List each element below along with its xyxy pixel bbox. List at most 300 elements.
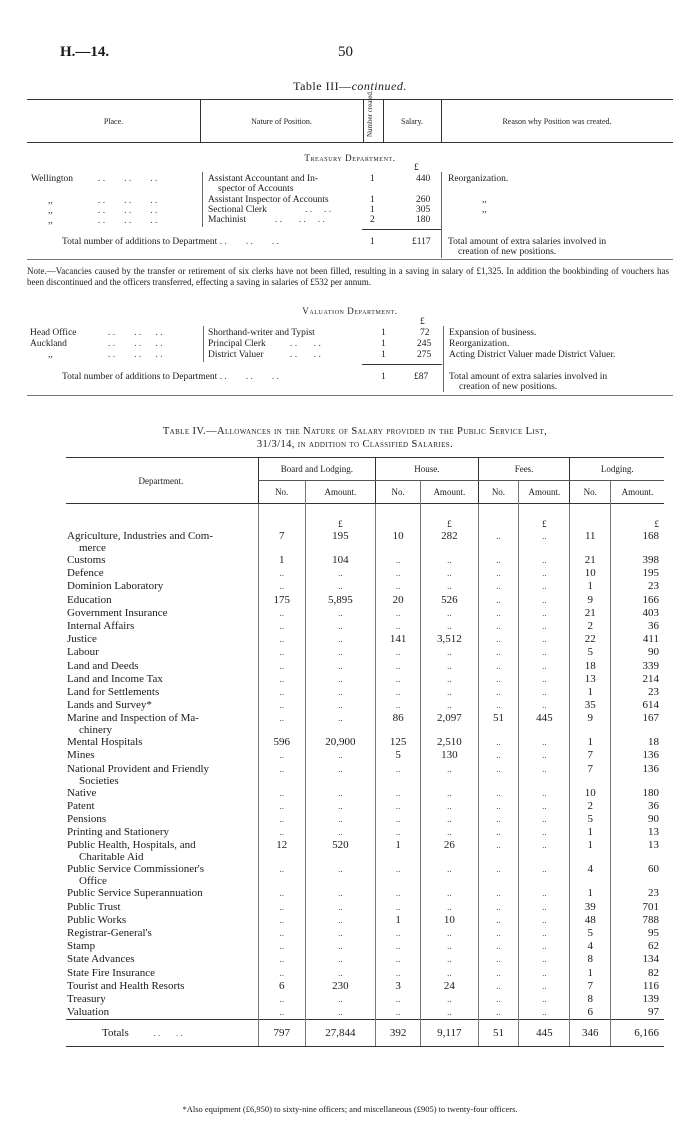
total-lodging-amount: 6,166	[611, 1020, 664, 1047]
department-name-cont: Charitable Aid	[79, 851, 144, 864]
department-name	[66, 800, 258, 813]
cell-bn: ..	[258, 633, 305, 646]
table3-header-salary: Salary.	[401, 117, 423, 126]
row-place: ,,	[48, 206, 53, 216]
cell-fn: ..	[478, 633, 519, 646]
cell-ln: 2	[570, 800, 611, 813]
cell-ln: 7	[570, 749, 611, 762]
cell-ha: 2,510	[421, 736, 479, 749]
department-name-line: Valuation	[67, 1006, 110, 1019]
bracket-rule	[203, 326, 204, 362]
cell-bn: ..	[258, 863, 305, 887]
table-row	[66, 826, 664, 839]
cell-fa: ..	[519, 940, 570, 953]
department-name-line: Mental Hospitals	[67, 736, 143, 749]
cell-ha: 130	[421, 749, 479, 762]
cell-hn: ..	[376, 567, 421, 580]
cell-bn: ..	[258, 712, 305, 736]
sum-rule	[362, 364, 442, 365]
cell-hn: ..	[376, 699, 421, 712]
department-name-line: Stamp	[67, 940, 96, 953]
cell-bn: ..	[258, 673, 305, 686]
pound-sign: £	[420, 317, 425, 327]
cell-ha: ..	[421, 800, 479, 813]
department-name-cont: Societies	[79, 774, 119, 787]
department-name	[66, 660, 258, 673]
table-row	[66, 839, 664, 863]
cell-ba: ..	[305, 927, 375, 940]
cell-bn: 596	[258, 736, 305, 749]
cell-fa: ..	[519, 646, 570, 659]
cell-la: 214	[611, 673, 664, 686]
total-fees-no: 51	[478, 1020, 519, 1047]
department-name-line: Land for Settlements	[67, 685, 160, 698]
table4-title-line2: 31/3/14, in addition to Classified Salaries.	[256, 439, 454, 450]
table-row	[66, 607, 664, 620]
cell-fa: ..	[519, 887, 570, 900]
row-number: 1	[381, 328, 386, 338]
pound-sign: £	[305, 504, 375, 531]
cell-la: 95	[611, 927, 664, 940]
cell-ha: ..	[421, 646, 479, 659]
cell-bn: ..	[258, 940, 305, 953]
row-reason: ,,	[482, 205, 487, 215]
table-row	[66, 660, 664, 673]
table-row	[66, 980, 664, 993]
cell-hn: 20	[376, 594, 421, 607]
cell-la: 139	[611, 993, 664, 1006]
cell-fn: ..	[478, 554, 519, 567]
cell-hn: ..	[376, 863, 421, 887]
department-name-line: Land and Deeds	[67, 659, 139, 672]
row-position: Assistant Inspector of Accounts	[208, 195, 329, 205]
department-name-line: Registrar-General's	[67, 926, 152, 939]
cell-fa: ..	[519, 530, 570, 554]
table-row	[66, 686, 664, 699]
cell-fa: ..	[519, 901, 570, 914]
cell-la: 134	[611, 953, 664, 966]
header-no: No.	[570, 481, 611, 504]
cell-fa: ..	[519, 554, 570, 567]
department-name	[66, 673, 258, 686]
header-house: House.	[376, 458, 479, 481]
cell-ba: ..	[305, 1006, 375, 1020]
row-position: Principal Clerk	[208, 339, 266, 349]
cell-ha: ..	[421, 673, 479, 686]
cell-fn: ..	[478, 699, 519, 712]
cell-ha: ..	[421, 554, 479, 567]
department-name	[66, 953, 258, 966]
cell-fn: ..	[478, 813, 519, 826]
table-row	[66, 554, 664, 567]
cell-ha: ..	[421, 953, 479, 966]
department-name-line: Agriculture, Industries and Com-	[67, 530, 214, 542]
cell-ln: 5	[570, 813, 611, 826]
cell-fn: ..	[478, 673, 519, 686]
cell-la: 168	[611, 530, 664, 554]
row-number: 2	[370, 215, 375, 225]
valuation-total-number: 1	[381, 372, 386, 382]
cell-fn: ..	[478, 1006, 519, 1020]
cell-fn: ..	[478, 953, 519, 966]
table3-header-number: Number created.	[366, 90, 374, 137]
cell-la: 136	[611, 763, 664, 787]
department-name	[66, 749, 258, 762]
cell-hn: ..	[376, 927, 421, 940]
row-reason: ,,	[482, 195, 487, 205]
row-position: Sectional Clerk	[208, 205, 267, 215]
department-name	[66, 530, 258, 554]
pound-sign: £	[611, 504, 664, 531]
totals-row	[66, 1020, 664, 1047]
cell-fa: ..	[519, 863, 570, 887]
cell-la: 90	[611, 813, 664, 826]
department-name-line: Defence	[67, 567, 104, 580]
department-name-cont: Office	[79, 875, 107, 888]
department-name-line: Public Service Superannuation	[67, 887, 203, 900]
cell-fa: ..	[519, 567, 570, 580]
cell-hn: ..	[376, 763, 421, 787]
cell-ba: ..	[305, 967, 375, 980]
cell-fa: ..	[519, 953, 570, 966]
cell-ba: 104	[305, 554, 375, 567]
cell-ha: ..	[421, 940, 479, 953]
cell-bn: ..	[258, 927, 305, 940]
department-name	[66, 686, 258, 699]
cell-ba: ..	[305, 863, 375, 887]
department-name-line: National Provident and Friendly	[67, 762, 210, 775]
cell-ha: ..	[421, 901, 479, 914]
cell-ln: 18	[570, 660, 611, 673]
cell-ha: 24	[421, 980, 479, 993]
leader-dots: . . . . . .	[108, 328, 163, 338]
pound-sign: £	[519, 504, 570, 531]
cell-ba: ..	[305, 887, 375, 900]
row-salary: 72	[420, 328, 430, 338]
cell-ha: 10	[421, 914, 479, 927]
page-number: 50	[338, 44, 353, 60]
cell-fa: 445	[519, 712, 570, 736]
cell-fa: ..	[519, 633, 570, 646]
department-name-line: Patent	[67, 799, 95, 812]
cell-bn: ..	[258, 800, 305, 813]
allowances-table	[66, 457, 664, 1047]
cell-bn: ..	[258, 826, 305, 839]
table-row	[66, 993, 664, 1006]
cell-hn: 141	[376, 633, 421, 646]
department-name	[66, 763, 258, 787]
cell-la: 60	[611, 863, 664, 887]
table-row	[66, 914, 664, 927]
cell-ha: 3,512	[421, 633, 479, 646]
cell-ln: 7	[570, 763, 611, 787]
cell-ln: 11	[570, 530, 611, 554]
cell-bn: ..	[258, 1006, 305, 1020]
department-name	[66, 620, 258, 633]
cell-fn: ..	[478, 567, 519, 580]
header-amount: Amount.	[305, 481, 375, 504]
cell-fa: ..	[519, 660, 570, 673]
cell-ha: 282	[421, 530, 479, 554]
cell-ha: ..	[421, 567, 479, 580]
department-name	[66, 887, 258, 900]
cell-la: 23	[611, 580, 664, 593]
cell-ln: 22	[570, 633, 611, 646]
cell-hn: 1	[376, 914, 421, 927]
table-row	[66, 580, 664, 593]
cell-ln: 1	[570, 686, 611, 699]
total-board-no: 797	[258, 1020, 305, 1047]
leader-dots: . . . . . .	[108, 339, 163, 349]
table-row	[66, 633, 664, 646]
department-name	[66, 914, 258, 927]
cell-ba: ..	[305, 953, 375, 966]
total-house-no: 392	[376, 1020, 421, 1047]
treasury-heading: Treasury Department.	[304, 153, 396, 163]
cell-ha: 26	[421, 839, 479, 863]
total-house-amount: 9,117	[421, 1020, 479, 1047]
cell-fn: ..	[478, 901, 519, 914]
department-name	[66, 594, 258, 607]
valuation-total-salary: £87	[414, 372, 429, 382]
cell-ba: ..	[305, 826, 375, 839]
department-name-line: Labour	[67, 646, 99, 659]
table4-title-line1: Table IV.—Allowances in the Nature of Salary provided in the Public Service List,	[162, 426, 548, 437]
header-amount: Amount.	[611, 481, 664, 504]
sum-rule	[362, 229, 442, 230]
cell-bn: ..	[258, 887, 305, 900]
department-name	[66, 940, 258, 953]
table3-title: Table III—continued.	[293, 79, 407, 93]
cell-ln: 4	[570, 863, 611, 887]
cell-fa: ..	[519, 607, 570, 620]
department-name	[66, 826, 258, 839]
cell-la: 788	[611, 914, 664, 927]
header-no: No.	[478, 481, 519, 504]
cell-la: 614	[611, 699, 664, 712]
cell-hn: ..	[376, 686, 421, 699]
department-name	[66, 927, 258, 940]
cell-hn: ..	[376, 901, 421, 914]
row-salary: 305	[416, 205, 431, 215]
cell-ba: ..	[305, 646, 375, 659]
table-row	[66, 953, 664, 966]
section-rule	[27, 259, 673, 260]
cell-bn: ..	[258, 699, 305, 712]
row-place: Auckland	[30, 339, 67, 349]
table-row	[66, 530, 664, 554]
cell-fa: ..	[519, 594, 570, 607]
header-no: No.	[376, 481, 421, 504]
cell-ba: 195	[305, 530, 375, 554]
department-name-line: Printing and Stationery	[67, 826, 170, 839]
table-row	[66, 800, 664, 813]
cell-hn: 1	[376, 839, 421, 863]
table-row	[66, 763, 664, 787]
cell-fn: ..	[478, 800, 519, 813]
cell-hn: 10	[376, 530, 421, 554]
cell-bn: 1	[258, 554, 305, 567]
department-name-line: Mines	[67, 749, 95, 762]
cell-fn: ..	[478, 736, 519, 749]
cell-ha: 526	[421, 594, 479, 607]
cell-ba: ..	[305, 800, 375, 813]
cell-ba: 5,895	[305, 594, 375, 607]
table-row	[66, 927, 664, 940]
table-row	[66, 887, 664, 900]
department-name	[66, 646, 258, 659]
cell-ha: ..	[421, 1006, 479, 1020]
cell-hn: 3	[376, 980, 421, 993]
row-reason: Reorganization.	[448, 174, 509, 184]
total-fees-amount: 445	[519, 1020, 570, 1047]
cell-hn: 125	[376, 736, 421, 749]
department-name	[66, 554, 258, 567]
cell-la: 18	[611, 736, 664, 749]
cell-fa: ..	[519, 967, 570, 980]
header-department: Department.	[138, 475, 184, 486]
cell-ha: ..	[421, 927, 479, 940]
cell-hn: ..	[376, 826, 421, 839]
header-lodging: Lodging.	[570, 458, 664, 481]
department-name	[66, 901, 258, 914]
cell-fn: 51	[478, 712, 519, 736]
total-lodging-no: 346	[570, 1020, 611, 1047]
department-name-line: State Advances	[67, 953, 135, 966]
table3-col-divider	[363, 99, 364, 142]
treasury-total-number: 1	[370, 237, 375, 247]
cell-ln: 5	[570, 927, 611, 940]
section-rule	[27, 395, 673, 396]
department-name-cont: chinery	[79, 724, 112, 737]
cell-hn: ..	[376, 673, 421, 686]
table3-header-reason: Reason why Position was created.	[502, 117, 612, 126]
cell-ba: ..	[305, 686, 375, 699]
cell-hn: ..	[376, 607, 421, 620]
cell-ba: ..	[305, 567, 375, 580]
department-name-line: Internal Affairs	[67, 619, 135, 632]
row-position: Shorthand-writer and Typist	[208, 328, 315, 338]
cell-ln: 21	[570, 554, 611, 567]
cell-hn: 5	[376, 749, 421, 762]
department-name	[66, 712, 258, 736]
cell-ln: 8	[570, 993, 611, 1006]
cell-fn: ..	[478, 580, 519, 593]
department-name-line: Education	[67, 593, 112, 606]
header-board-lodging: Board and Lodging.	[258, 458, 375, 481]
cell-la: 116	[611, 980, 664, 993]
cell-fn: ..	[478, 686, 519, 699]
cell-fa: ..	[519, 826, 570, 839]
cell-fn: ..	[478, 967, 519, 980]
cell-ba: ..	[305, 763, 375, 787]
cell-ha: ..	[421, 863, 479, 887]
cell-bn: ..	[258, 901, 305, 914]
cell-fn: ..	[478, 594, 519, 607]
department-name	[66, 863, 258, 887]
cell-la: 195	[611, 567, 664, 580]
cell-ln: 4	[570, 940, 611, 953]
row-number: 1	[370, 195, 375, 205]
row-position: District Valuer	[208, 350, 264, 360]
valuation-total-reason-cont: creation of new positions.	[459, 382, 558, 392]
cell-la: 167	[611, 712, 664, 736]
cell-ln: 39	[570, 901, 611, 914]
cell-fn: ..	[478, 927, 519, 940]
cell-bn: 7	[258, 530, 305, 554]
department-name-line: Customs	[67, 554, 106, 566]
cell-ha: ..	[421, 787, 479, 800]
cell-ln: 1	[570, 887, 611, 900]
cell-fn: ..	[478, 787, 519, 800]
cell-hn: ..	[376, 1006, 421, 1020]
pound-sign: £	[421, 504, 479, 531]
leader-dots: . . . .	[290, 339, 321, 349]
bracket-rule	[202, 172, 203, 227]
cell-la: 62	[611, 940, 664, 953]
row-salary: 180	[416, 215, 431, 225]
department-name	[66, 813, 258, 826]
cell-ba: ..	[305, 901, 375, 914]
table4-footnote: *Also equipment (£6,950) to sixty-nine officers; and miscellaneous (£905) to twenty-four officers.	[182, 1104, 518, 1114]
department-name-line: Public Trust	[67, 900, 121, 913]
leader-dots: . . . .	[305, 205, 332, 215]
row-salary: 245	[417, 339, 432, 349]
cell-fn: ..	[478, 940, 519, 953]
department-name-line: State Fire Insurance	[67, 966, 155, 979]
cell-la: 90	[611, 646, 664, 659]
cell-ln: 35	[570, 699, 611, 712]
table3-header-place: Place.	[103, 117, 124, 126]
department-name-line: Lands and Survey*	[67, 699, 152, 712]
cell-ln: 21	[570, 607, 611, 620]
cell-ha: ..	[421, 580, 479, 593]
row-number: 1	[370, 205, 375, 215]
cell-bn: ..	[258, 660, 305, 673]
table-row	[66, 967, 664, 980]
cell-bn: ..	[258, 607, 305, 620]
row-position-cont: spector of Accounts	[218, 184, 294, 194]
cell-ln: 6	[570, 1006, 611, 1020]
cell-ba: ..	[305, 914, 375, 927]
row-salary: 260	[416, 195, 431, 205]
cell-fa: ..	[519, 699, 570, 712]
leader-dots: . . . .	[290, 350, 321, 360]
cell-hn: ..	[376, 800, 421, 813]
department-name-cont: merce	[79, 542, 106, 554]
cell-la: 403	[611, 607, 664, 620]
cell-ha: ..	[421, 813, 479, 826]
cell-bn: ..	[258, 763, 305, 787]
cell-fa: ..	[519, 813, 570, 826]
cell-bn: ..	[258, 686, 305, 699]
row-reason: Acting District Valuer made District Valuer.	[449, 350, 616, 360]
cell-ln: 9	[570, 712, 611, 736]
cell-fa: ..	[519, 787, 570, 800]
cell-ln: 1	[570, 967, 611, 980]
cell-la: 13	[611, 839, 664, 863]
cell-ln: 5	[570, 646, 611, 659]
department-name	[66, 787, 258, 800]
cell-ha: 2,097	[421, 712, 479, 736]
cell-fn: ..	[478, 646, 519, 659]
leader-dots: . . . . . .	[275, 215, 325, 225]
cell-fn: ..	[478, 839, 519, 863]
treasury-total-salary: £117	[412, 237, 431, 247]
cell-ln: 2	[570, 620, 611, 633]
leader-dots: . . . . . .	[108, 350, 163, 360]
row-place: ,,	[48, 216, 53, 226]
